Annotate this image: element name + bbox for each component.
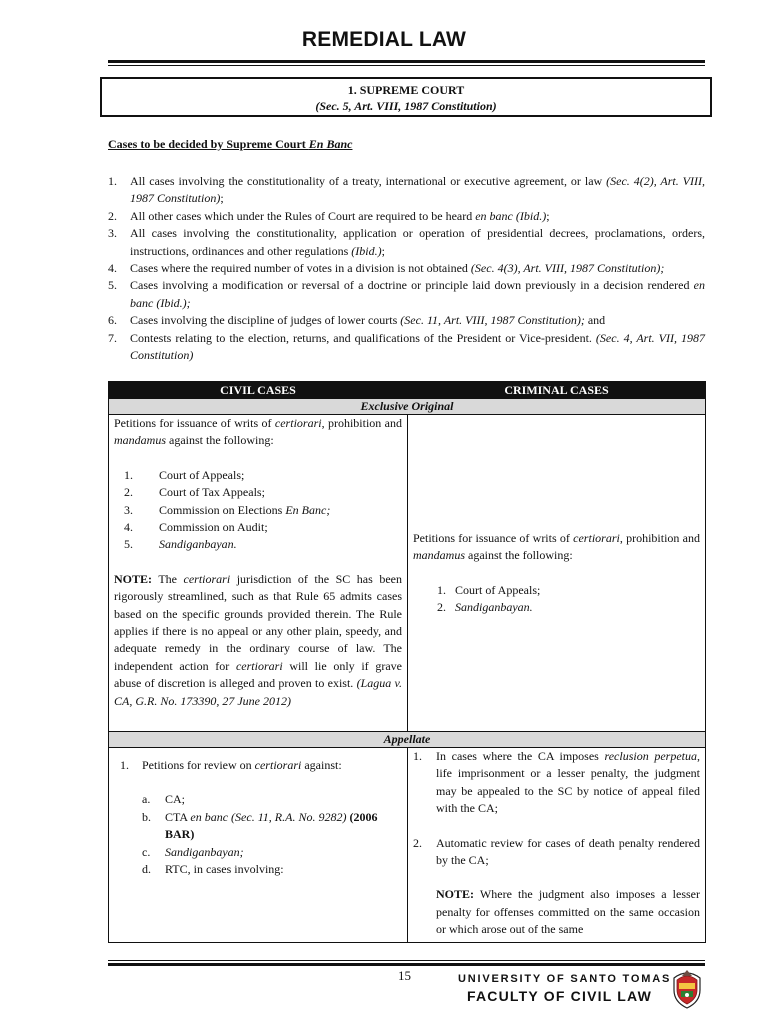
list-item [142,844,402,861]
text-run: certiorari [573,530,620,545]
note-label: NOTE: [436,887,475,902]
list-citation: en banc (Ibid.); [130,278,705,310]
text-run: , life imprisonment or a lesser penalty, the judgment may be appealed to the SC by notice of appeal filed with the CA; [436,749,700,816]
section-box [100,77,712,117]
en-banc-list [108,173,705,364]
list-text: All cases involving the constitutionality, application or operation of presidential decrees, proclamations, orders, instructions, ordinances and other regulations [130,226,705,258]
text-run: against: [301,758,342,772]
text-run: Petitions for issuance of writs of [114,416,275,430]
civil-appellate-item [114,757,402,774]
text-run: against the following: [465,548,573,563]
list-number: 1. [120,758,129,772]
list-number: 2. [437,599,446,614]
table-row [109,748,706,943]
band-row [109,732,706,748]
footer-rule-thick [108,963,705,966]
text-run: Petitions for issuance of writs of [413,530,574,545]
footer-rule-thin [108,960,705,961]
list-text: Commission on Elections [159,502,286,517]
list-number: 3. [124,502,133,517]
list-item [437,599,700,616]
list-item [437,582,700,599]
list-item [108,330,705,365]
table-header-row [109,382,706,399]
list-text-italic: Sandiganbayan. [159,537,237,552]
text-run: Where the judgment also imposes a lesser penalty for offenses committed on the same occasion or which arose out of the same [436,887,700,937]
text-run: certiorari [274,416,322,430]
civil-appellate-sublist [114,791,402,878]
list-citation: (Sec. 11, Art. VIII, 1987 Constitution); [400,313,585,328]
band-exclusive-original: Exclusive Original [109,399,706,415]
list-number: 4. [108,261,117,276]
list-number: 6. [108,313,117,328]
list-text-bold: (2006 BAR) [165,809,378,842]
list-tail: and [584,313,606,328]
criminal-exclusive-cell [408,415,706,732]
list-number: 2. [108,208,117,223]
band-row [109,399,706,415]
en-banc-heading-text: Cases to be decided by Supreme Court [108,137,309,151]
civil-exclusive-note [114,571,402,710]
table-row [109,415,706,732]
list-number: 5. [108,278,117,293]
list-letter: a. [142,792,151,807]
list-item [114,467,402,484]
list-item [142,791,402,808]
criminal-appellate-item-2 [413,835,700,870]
text-run: jurisdiction of the SC has been rigorously streamlined, such as that Rule 65 admits cases based on the specific grounds provided therein. The Rule applies if there is no appeal or any other plain, speedy, and adequate remedy in the ordinary course of law. The independent action for [114,571,402,673]
list-text: CA; [165,792,186,807]
list-text: Cases involving the discipline of judges of lower courts [130,313,401,328]
text-run: will lie only if grave abuse of discretion is alleged and proven to exist. [114,658,402,691]
list-number: 2. [413,835,422,850]
section-subtitle: (Sec. 5, Art. VIII, 1987 Constitution) [315,99,497,113]
list-text: RTC, in cases involving: [165,862,284,877]
list-number: 3. [108,226,117,241]
text-run: Automatic review for cases of death penalty rendered by the CA; [436,835,700,868]
header-rule-thick [108,60,705,63]
list-letter: d. [142,862,151,877]
list-citation: en banc (Ibid.) [475,208,547,223]
en-banc-heading [108,137,352,152]
criminal-exclusive-list [413,582,700,617]
criminal-appellate-note [413,886,700,938]
list-text: Cases involving a modification or reversal of a doctrine or principle laid down previously in a decision rendered [130,278,694,293]
list-text: All other cases which under the Rules of Court are required to be heard [130,208,476,223]
list-number: 1. [437,582,446,597]
en-banc-heading-italic: En Banc [308,137,353,151]
list-text: Cases where the required number of votes in a division is not obtained [130,261,471,276]
text-run: , prohibition and [619,530,700,545]
list-text-italic: En Banc; [285,502,331,517]
note-label: NOTE: [114,571,153,586]
list-letter: b. [142,809,151,824]
criminal-exclusive-intro [413,530,700,565]
list-item [114,502,402,519]
column-header-civil: CIVIL CASES [109,382,408,399]
list-item [114,536,402,553]
list-text-italic: Sandiganbayan. [455,599,533,614]
civil-exclusive-cell [109,415,408,732]
text-run: Petitions for review on [142,758,255,772]
list-item [108,312,705,329]
list-text-italic: Sandiganbayan; [165,844,244,859]
criminal-appellate-item-1 [413,748,700,818]
list-item [108,208,705,225]
note-citation: (Lagua v. CA, G.R. No. 173390, 27 June 2012) [114,676,402,708]
list-item [142,861,402,878]
list-tail: ; [546,208,550,223]
list-item [142,809,402,844]
page-title: REMEDIAL LAW [301,28,467,51]
list-text: Court of Appeals; [159,467,245,482]
text-run: against the following: [166,433,274,448]
header-rule-thin [108,65,705,66]
civil-exclusive-intro [114,415,402,450]
list-text: Court of Appeals; [455,582,541,597]
text-run: The [152,571,184,586]
list-text: Contests relating to the election, returns, and qualifications of the President or Vice-president. [130,330,596,345]
list-citation: (Sec. 4, Art. VII, 1987 Constitution) [130,330,706,363]
list-text: CTA [165,809,191,824]
text-run: mandamus [413,548,466,563]
section-title: 1. SUPREME COURT [347,83,465,97]
band-appellate: Appellate [109,732,706,748]
text-run: mandamus [114,433,167,448]
column-header-criminal: CRIMINAL CASES [408,382,706,399]
list-tail: ; [220,191,224,206]
text-run: certiorari [254,758,302,772]
list-number: 5. [124,537,133,552]
text-run: certiorari [235,658,283,673]
text-run: , prohibition and [321,416,402,430]
civil-exclusive-list [114,467,402,554]
university-seal-icon [669,966,705,1010]
footer-faculty: FACULTY OF CIVIL LAW [467,988,652,1004]
list-number: 2. [124,485,133,500]
civil-appellate-cell [109,748,408,943]
list-citation: (Sec. 4(2), Art. VIII, 1987 Constitution) [130,174,705,206]
list-text-italic: en banc (Sec. 11, R.A. No. 9282) [190,809,347,824]
list-letter: c. [142,844,151,859]
list-text: Court of Tax Appeals; [159,485,265,500]
list-item [108,260,705,277]
list-text: All cases involving the constitutionality of a treaty, international or executive agreement, or law [130,174,607,188]
footer-university: UNIVERSITY OF SANTO TOMAS [458,973,672,985]
list-number: 1. [108,174,117,188]
list-item [108,225,705,260]
list-number: 1. [124,467,133,482]
list-item [114,484,402,501]
list-item [108,277,705,312]
text-run: reclusion perpetua [604,749,697,763]
page-number: 15 [398,968,411,983]
text-run: In cases where the CA imposes [436,749,605,763]
criminal-appellate-cell [408,748,706,943]
list-number: 7. [108,330,117,345]
jurisdiction-table [108,381,706,943]
list-citation: (Ibid.) [351,243,382,258]
list-number: 4. [124,520,133,535]
text-run: certiorari [183,571,231,586]
list-tail: ; [381,243,385,258]
list-item [114,519,402,536]
list-citation: (Sec. 4(3), Art. VIII, 1987 Constitution); [470,261,665,276]
list-item [108,173,705,208]
list-text: Commission on Audit; [159,520,268,535]
list-number: 1. [413,749,422,763]
